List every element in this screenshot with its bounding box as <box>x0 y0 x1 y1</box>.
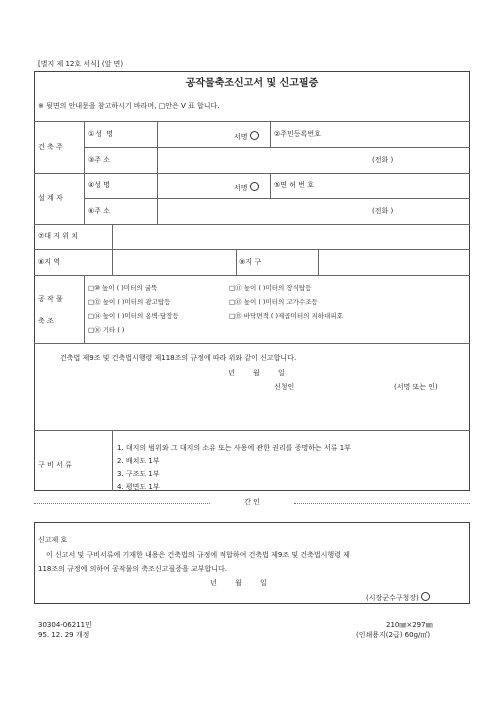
builder-name-label: ①성 명 <box>88 130 115 138</box>
applicant-label: 신청인 <box>274 383 295 391</box>
certificate-date: 년 월 일 <box>210 579 275 587</box>
designer-sign-label: 서명 <box>234 182 259 192</box>
paper-size: 210㎜×297㎜ <box>386 621 433 629</box>
issuer-label: (시장군수구청장) <box>366 592 430 602</box>
builder-phone-label: (전화 ) <box>372 156 394 164</box>
structure-option-shelter[interactable]: □⑮ 바닥면적 ( )제곱미터의 지하대피호 <box>229 312 343 320</box>
structure-option-water-tank[interactable]: □⑬ 높이 ( )미터의 고가수조등 <box>229 298 318 306</box>
certificate-body-2: 118조의 규정에 의하여 공작물의 축조신고필증을 교부합니다. <box>38 565 227 573</box>
designer-phone-label: (전화 ) <box>372 207 394 215</box>
declaration-text: 건축법 제9조 및 건축법시행령 제118조의 규정에 따라 위와 같이 신고합니다. <box>60 354 297 362</box>
structure-label-top: 공 작 물 <box>38 295 63 303</box>
designer-name-label: ④성 명 <box>88 181 111 189</box>
builder-label: 건 축 주 <box>38 143 63 151</box>
document-item: 2. 배치도 1부 <box>117 457 160 465</box>
page-title: 공작물축조신고서 및 신고필증 <box>185 78 319 89</box>
document-item: 3. 구조도 1부 <box>117 470 160 478</box>
site-location-label: ⑦대 지 위 치 <box>38 232 78 240</box>
structure-option-chimney[interactable]: □⑩ 높이 ( )미터의 굴뚝 <box>88 284 158 292</box>
designer-address-label: ⑥주 소 <box>88 207 111 215</box>
cut-label: 간 인 <box>244 498 260 506</box>
seal-icon <box>421 592 430 601</box>
sign-note: (서명 또는 인) <box>394 383 438 391</box>
seal-icon <box>250 182 259 191</box>
designer-license-label: ⑤면 허 번 호 <box>274 181 314 189</box>
builder-id-label: ②주민등록번호 <box>274 130 321 138</box>
document-item: 1. 대지의 범위와 그 대지의 소유 또는 사용에 관한 권리를 증명하는 서류 1부 <box>117 444 351 452</box>
structure-option-billboard[interactable]: □⑫ 높이 ( )미터의 광고탑등 <box>88 298 171 306</box>
builder-address-label: ③주 소 <box>88 156 111 164</box>
paper-type: (인쇄용지(2급) 60g/㎡) <box>356 631 431 639</box>
district-label: ⑨지 구 <box>239 258 262 266</box>
seal-icon <box>250 131 259 140</box>
structure-option-decorative-tower[interactable]: □⑪ 높이 ( )미터의 장식탑등 <box>229 284 312 292</box>
zone-label: ⑧지 역 <box>38 258 61 266</box>
certificate-number: 신고제 호 <box>38 536 68 544</box>
structure-option-retaining-wall[interactable]: □⑭ 높이 ( )미터의 옹벽·담장등 <box>88 312 179 320</box>
certificate-body-1: 이 신고서 및 구비서류에 기재한 내용은 건축법의 규정에 적합하여 건축법 제9조 및 건축법시행령 제 <box>46 551 350 559</box>
cut-line-right <box>294 503 470 504</box>
form-code: 30304-06211민 <box>38 621 92 629</box>
revision-date: 95. 12. 29 개정 <box>38 631 90 639</box>
declaration-date: 년 월 일 <box>228 369 293 377</box>
form-note: ※ 뒷면의 안내문을 참고하시기 바라며, □안은 V 표 합니다. <box>38 102 220 110</box>
builder-sign-label: 서명 <box>234 131 259 141</box>
designer-label: 설 계 자 <box>38 194 63 202</box>
structure-option-other[interactable]: □⑯ 기타 ( ) <box>88 326 125 334</box>
document-item: 4. 평면도 1부 <box>117 483 160 491</box>
structure-label-bottom: 축 조 <box>38 317 54 325</box>
documents-label: 구 비 서 류 <box>38 461 72 469</box>
form-reference: [별지 제 12호 서식] (앞 면) <box>38 60 124 68</box>
